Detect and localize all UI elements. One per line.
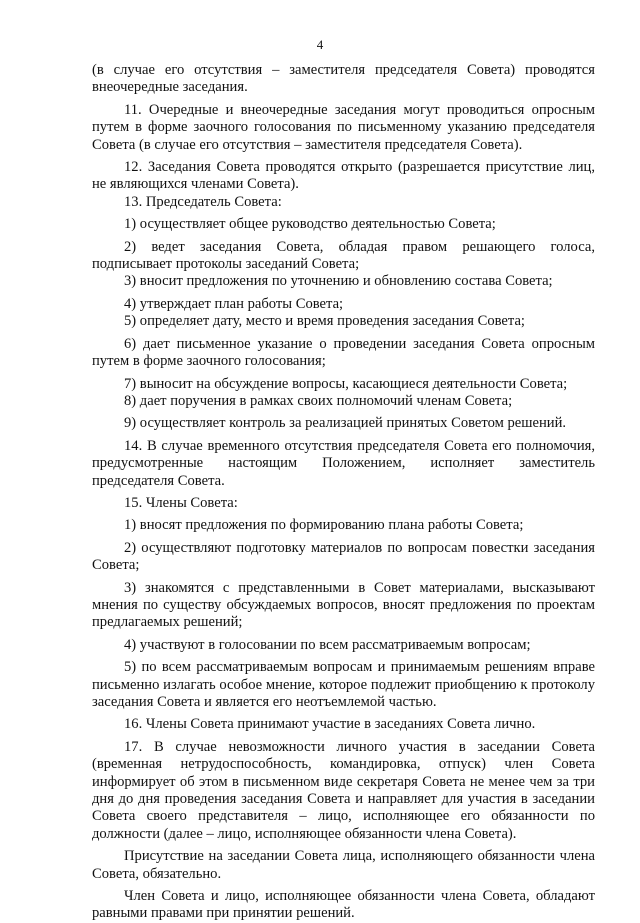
document-body xyxy=(92,62,595,923)
list-item: 1) вносят предложения по формированию плана работы Совета; xyxy=(124,517,524,534)
paragraph: Присутствие на заседании Совета лица, исполняющего обязанности члена Совета, обязательно. xyxy=(92,848,595,882)
paragraph-11: 11. Очередные и внеочередные заседания могут проводиться опросным путем в форме заочного голосования по письменному указанию председателя Совета (в случае его отсутствия – заместителя председателя Совета). xyxy=(92,101,595,153)
list-item: 3) вносит предложения по уточнению и обновлению состава Совета; xyxy=(124,273,553,290)
paragraph-15: 15. Члены Совета: xyxy=(124,494,238,511)
paragraph-16: 16. Члены Совета принимают участие в заседаниях Совета лично. xyxy=(124,716,536,733)
list-item: 1) осуществляет общее руководство деятельностью Совета; xyxy=(124,216,496,233)
list-item: 4) участвуют в голосовании по всем рассматриваемым вопросам; xyxy=(124,636,531,653)
list-item: 6) дает письменное указание о проведении заседания Совета опросным путем в форме заочного голосования; xyxy=(92,335,595,370)
paragraph: Член Совета и лицо, исполняющее обязанности члена Совета, обладают равными правами при принятии решений. xyxy=(92,888,595,922)
list-item: 8) дает поручения в рамках своих полномочий членам Совета; xyxy=(124,392,513,409)
paragraph-12: 12. Заседания Совета проводятся открыто (разрешается присутствие лиц, не являющихся членами Совета). xyxy=(92,159,595,193)
list-item: 5) определяет дату, место и время проведения заседания Совета; xyxy=(124,313,525,330)
list-item: 9) осуществляет контроль за реализацией принятых Советом решений. xyxy=(124,415,567,432)
paragraph-13: 13. Председатель Совета: xyxy=(124,193,282,210)
list-item: 5) по всем рассматриваемым вопросам и принимаемым решениям вправе письменно излагать особое мнение, которое подлежит приобщению к протоколу заседания Совета и является его неотъемлемой частью. xyxy=(92,659,595,710)
list-item: 3) знакомятся с представленными в Совет материалами, высказывают мнения по существу обсуждаемых вопросов, вносят предложения по проектам предлагаемых решений; xyxy=(92,579,595,631)
list-item: 2) ведет заседания Совета, обладая правом решающего голоса, подписывает протоколы заседаний Совета; xyxy=(92,238,595,273)
list-item: 2) осуществляют подготовку материалов по вопросам повестки заседания Совета; xyxy=(92,539,595,574)
paragraph-17: 17. В случае невозможности личного участия в заседании Совета (временная нетрудоспособность, командировка, отпуск) член Совета информирует об этом в письменном виде секретаря Совета не менее чем за три дня до дня проведения заседания Совета и направляет для участия в заседании Совета своего представителя – лицо, исполняющее его обязанности по должности (далее – лицо, исполняющее обязанности члена Совета). xyxy=(92,738,595,842)
page-number: 4 xyxy=(316,37,324,52)
paragraph-continuation: (в случае его отсутствия – заместителя председателя Совета) проводятся внеочередные заседания. xyxy=(92,62,595,96)
list-item: 4) утверждает план работы Совета; xyxy=(124,295,344,312)
paragraph-14: 14. В случае временного отсутствия председателя Совета его полномочия, предусмотренные настоящим Положением, исполняет заместитель председателя Совета. xyxy=(92,437,595,489)
list-item: 7) выносит на обсуждение вопросы, касающиеся деятельности Совета; xyxy=(124,375,568,392)
